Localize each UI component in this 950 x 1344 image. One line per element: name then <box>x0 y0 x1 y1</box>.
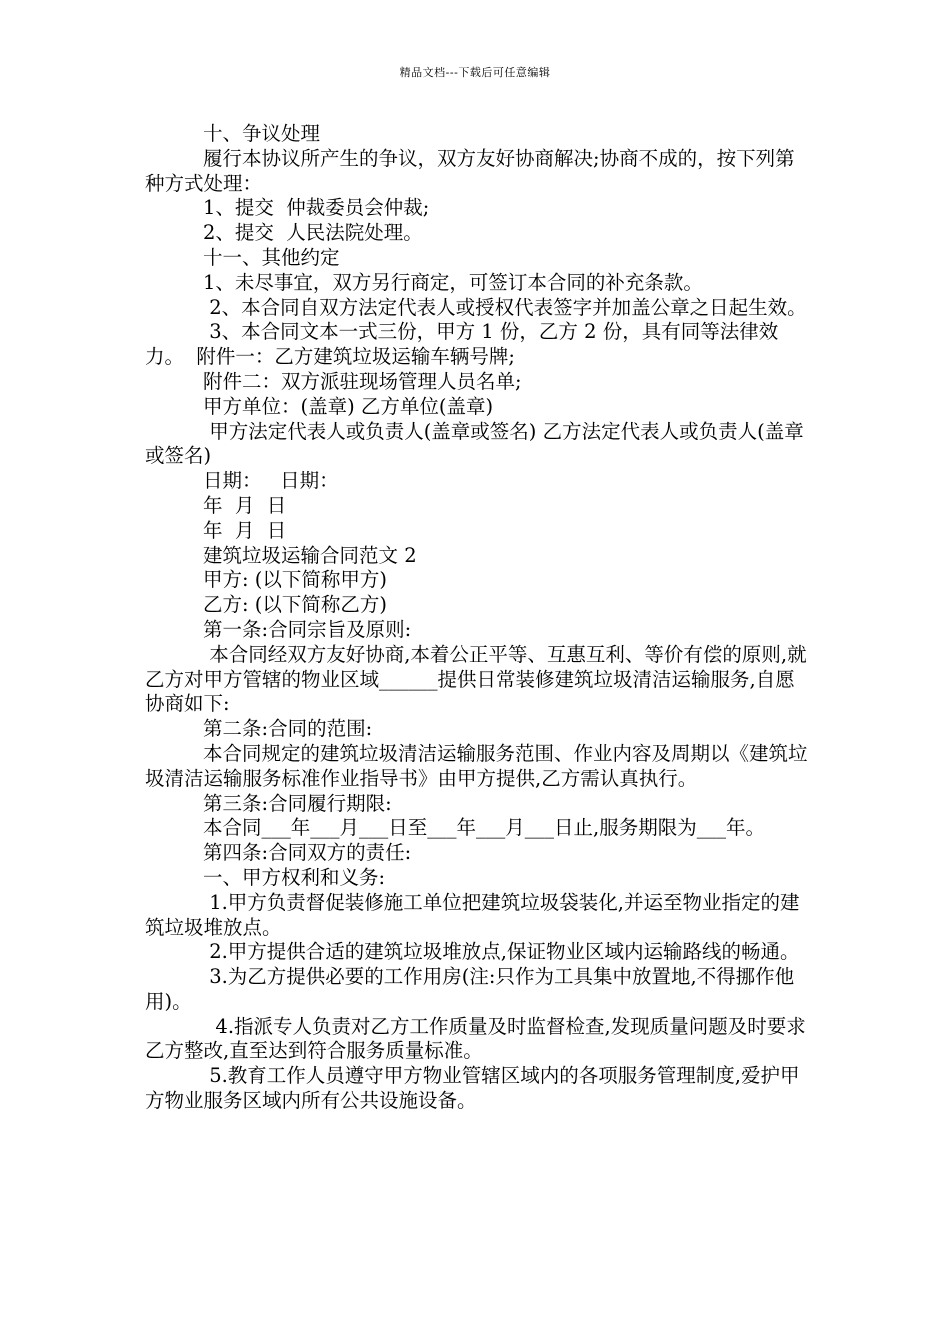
party-b-line: 乙方: (以下简称乙方) <box>203 593 387 617</box>
paragraph: 1、提交 仲裁委员会仲裁; <box>203 196 430 220</box>
list-item: 4.指派专人负责对乙方工作质量及时监督检查,发现质量问题及时要求乙方整改,直至达到符合服务质量标准。 <box>145 1014 806 1063</box>
article-heading: 第三条:合同履行期限: <box>203 791 392 815</box>
document-body <box>145 122 813 1114</box>
paragraph: 1、未尽事宜，双方另行商定，可签订本合同的补充条款。 <box>203 270 703 294</box>
date-line: 年 月 日 <box>203 493 287 517</box>
paragraph: 3、本合同文本一式三份，甲方 1 份，乙方 2 份，具有同等法律效力。 附件一：乙方建筑垃圾运输车辆号牌; <box>145 320 779 369</box>
page-header: 精品文档---下载后可任意编辑 <box>399 66 551 79</box>
article-heading: 第四条:合同双方的责任: <box>203 841 412 865</box>
section-heading: 一、甲方权利和义务: <box>203 865 386 889</box>
paragraph: 附件二：双方派驻现场管理人员名单; <box>203 369 522 393</box>
list-item: 2.甲方提供合适的建筑垃圾堆放点,保证物业区域内运输路线的畅通。 <box>203 940 800 964</box>
signature-party-line: 甲方单位：(盖章) 乙方单位(盖章) <box>203 394 494 418</box>
list-item: 3.为乙方提供必要的工作用房(注:只作为工具集中放置地,不得挪作他用)。 <box>145 965 795 1013</box>
paragraph: 本合同经双方友好协商,本着公正平等、互惠互利、等价有偿的原则,就乙方对甲方管辖的物业区域______提供日常装修建筑垃圾清洁运输服务,自愿协商如下: <box>145 642 807 716</box>
heading-dispute: 十、争议处理 <box>203 122 321 145</box>
article-heading: 第二条:合同的范围: <box>203 717 373 741</box>
signature-representative-line: 甲方法定代表人或负责人(盖章或签名) 乙方法定代表人或负责人(盖章或签名) <box>145 419 804 468</box>
paragraph: 2、本合同自双方法定代表人或授权代表签字并加盖公章之日起生效。 <box>203 295 807 319</box>
list-item: 1.甲方负责督促装修施工单位把建筑垃圾袋装化,并运至物业指定的建筑垃圾堆放点。 <box>145 890 800 939</box>
list-item: 5.教育工作人员遵守甲方物业管辖区域内的各项服务管理制度,爱护甲方物业服务区域内所有公共设施设备。 <box>145 1064 800 1113</box>
paragraph: 履行本协议所产生的争议，双方友好协商解决;协商不成的，按下列第 种方式处理： <box>145 146 807 195</box>
date-line: 年 月 日 <box>203 518 287 542</box>
contract-title: 建筑垃圾运输合同范文 2 <box>203 543 417 567</box>
article-heading: 第一条:合同宗旨及原则: <box>203 617 412 641</box>
date-label-line: 日期： 日期： <box>203 469 339 493</box>
paragraph: 2、提交 人民法院处理。 <box>203 221 423 245</box>
party-a-line: 甲方: (以下简称甲方) <box>203 568 387 592</box>
paragraph: 本合同___年___月___日至___年___月___日止,服务期限为___年。 <box>203 816 765 840</box>
paragraph: 本合同规定的建筑垃圾清洁运输服务范围、作业内容及周期以《建筑垃圾清洁运输服务标准作业指导书》由甲方提供,乙方需认真执行。 <box>145 741 808 790</box>
heading-other: 十一、其他约定 <box>203 245 340 269</box>
